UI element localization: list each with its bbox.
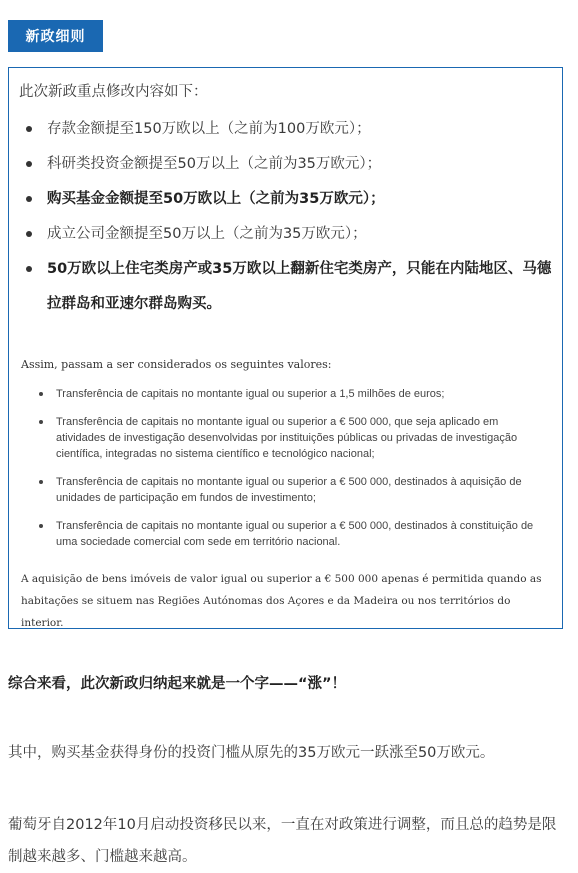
- pt-list-item: [9, 386, 562, 402]
- policy-list: [9, 112, 562, 322]
- list-item-text: 存款金额提至150万欧以上（之前为100万欧元）；: [47, 121, 371, 137]
- bullet-icon: [39, 392, 43, 396]
- pt-footer: A aquisição de bens imóveis de valor igual ou superior a € 500 000 apenas é permitida quando as habitações se situem nas Regiões Autónomas dos Açores e da Madeira ou nos territórios do interior.: [21, 573, 542, 629]
- pt-list-item-text: Transferência de capitais no montante igual ou superior a € 500 000, destinados à aquisição de unidades de participação em fundos de investimento;: [56, 476, 522, 504]
- history-paragraph: 葡萄牙自2012年10月启动投资移民以来，一直在对政策进行调整，而且总的趋势是限制越来越多、门槛越来越高。: [8, 817, 557, 865]
- pt-heading: Assim, passam a ser considerados os seguintes valores:: [21, 358, 332, 371]
- pt-list-item-text: Transferência de capitais no montante igual ou superior a € 500 000, destinados à constituição de uma sociedade comercial com sede em território nacional.: [56, 520, 534, 548]
- list-item-text: 50万欧以上住宅类房产或35万欧以上翻新住宅类房产，只能在内陆地区、马德拉群岛和亚速尔群岛购买。: [47, 261, 552, 312]
- bullet-icon: [39, 480, 43, 484]
- pt-list-item: [9, 414, 562, 462]
- list-item: [9, 182, 562, 217]
- bullet-icon: [26, 231, 32, 237]
- pt-list-item-text: Transferência de capitais no montante igual ou superior a € 500 000, que seja aplicado em atividades de investigação desenvolvidas por instituições públicas ou privadas de investigação científica, integradas no sistema científico e tecnológico nacional;: [56, 416, 518, 460]
- list-item: [9, 147, 562, 182]
- bullet-icon: [39, 420, 43, 424]
- summary-paragraph: 综合来看，此次新政归纳起来就是一个字——“涨”！: [8, 676, 347, 692]
- pt-list-item-text: Transferência de capitais no montante igual ou superior a 1,5 milhões de euros;: [56, 388, 445, 400]
- list-item: [9, 252, 562, 322]
- bullet-icon: [39, 524, 43, 528]
- pt-list-item: [9, 474, 562, 506]
- pt-list-item: [9, 518, 562, 550]
- list-item-text: 成立公司金额提至50万以上（之前为35万欧元）；: [47, 226, 367, 242]
- bullet-icon: [26, 126, 32, 132]
- bullet-icon: [26, 196, 32, 202]
- policy-box: [8, 67, 563, 629]
- bullet-icon: [26, 266, 32, 272]
- fund-paragraph: 其中，购买基金获得身份的投资门槛从原先的35万欧元一跃涨至50万欧元。: [8, 745, 495, 761]
- list-item-text: 科研类投资金额提至50万以上（之前为35万欧元）；: [47, 156, 382, 172]
- list-item: [9, 217, 562, 252]
- bullet-icon: [26, 161, 32, 167]
- list-item: [9, 112, 562, 147]
- box-intro: 此次新政重点修改内容如下：: [19, 84, 208, 100]
- list-item-text: 购买基金金额提至50万欧以上（之前为35万欧元）；: [47, 191, 385, 207]
- section-tag: 新政细则: [8, 20, 103, 52]
- pt-list: [9, 386, 562, 562]
